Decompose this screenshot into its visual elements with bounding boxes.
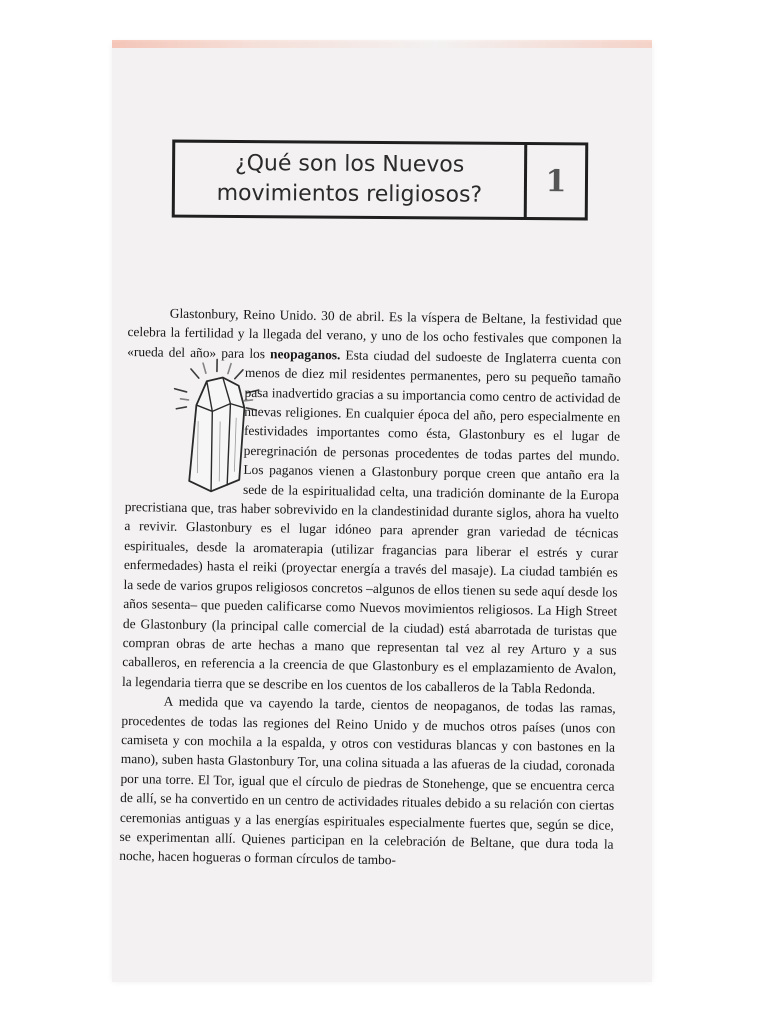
chapter-title-line-1: ¿Qué son los Nuevos [234, 150, 465, 178]
paragraph-2: A medida que va cayendo la tarde, cientos de neopaganos, de todas las ramas, procedentes de todas las regiones del Reino Unido y de muchos otros países (unos con camiseta y con mochila a la espalda, y otros con vestiduras blancas y con bastones en la mano), suben hasta Glastonbury Tor, una colina situada a las afueras de la ciudad, coronada por una torre. El Tor, igual que el círculo de piedras de Stonehenge, que se encuentra cerca de allí, se ha convertido en un centro de actividades rituales debido a su relación con ciertas ceremonias antiguas y a las energías espirituales especialmente fuertes que, según se dice, se experimentan allí. Quienes participan en la celebración de Beltane, que dura toda la noche, hacen hogueras o forman círculos de tambo- [119, 693, 616, 868]
glossary-term: neopaganos. [269, 346, 341, 363]
paragraph-1-lead: Glastonbury, Reino Unido. 30 de abril. Es la víspera de Beltane, la festividad que celebra la fertilidad y la llegada del verano, y uno de los ocho festivales que componen la «rueda del año» para los [127, 305, 622, 362]
body-text [119, 303, 622, 873]
paragraph-1 [122, 303, 622, 699]
chapter-title-line-2: movimientos religiosos? [216, 180, 483, 208]
crystal-icon [125, 350, 237, 497]
chapter-title [175, 143, 527, 217]
paragraph-1-rest: Esta ciudad del sudoeste de Inglaterra cuenta con menos de diez mil residentes permanentes, pero su pequeño tamaño pasa inadvertido gracias a su importancia como centro de actividad de nuevas religiones. En cualquier época del año, pero especialmente en festividades importantes como ésta, Glastonbury es el lugar de peregrinación de personas procedentes de todas partes del mundo. Los paganos vienen a Glastonbury porque creen que antaño era la sede de la espiritualidad celta, una tradición dominante de la Europa precristiana que, tras haber sobrevivido en la clandestinidad durante siglos, ahora ha vuelto a revivir. Glastonbury es el lugar idóneo para aprender gran variedad de técnicas espirituales, desde la aromaterapia (utilizar fragancias para liberar el estrés y curar enfermedades) hasta el reiki (proyectar energía a través del masaje). La ciudad también es la sede de varios grupos religiosos concretos –algunos de ellos tienen su sede aquí desde los años sesenta– que pueden calificarse como Nuevos movimientos religiosos. La High Street de Glastonbury (la principal calle comercial de la ciudad) está abarrotada de turistas que compran obras de arte hechas a mano que representan tal vez al rey Arturo y a sus caballeros, en referencia a la creencia de que Glastonbury es el emplazamiento de Avalon, la legendaria tierra que se describe en los cuentos de los caballeros de la Tabla Redonda. [121, 347, 622, 697]
chapter-number: 1 [545, 163, 567, 199]
chapter-title-box [172, 140, 589, 221]
page-edge [112, 40, 652, 48]
